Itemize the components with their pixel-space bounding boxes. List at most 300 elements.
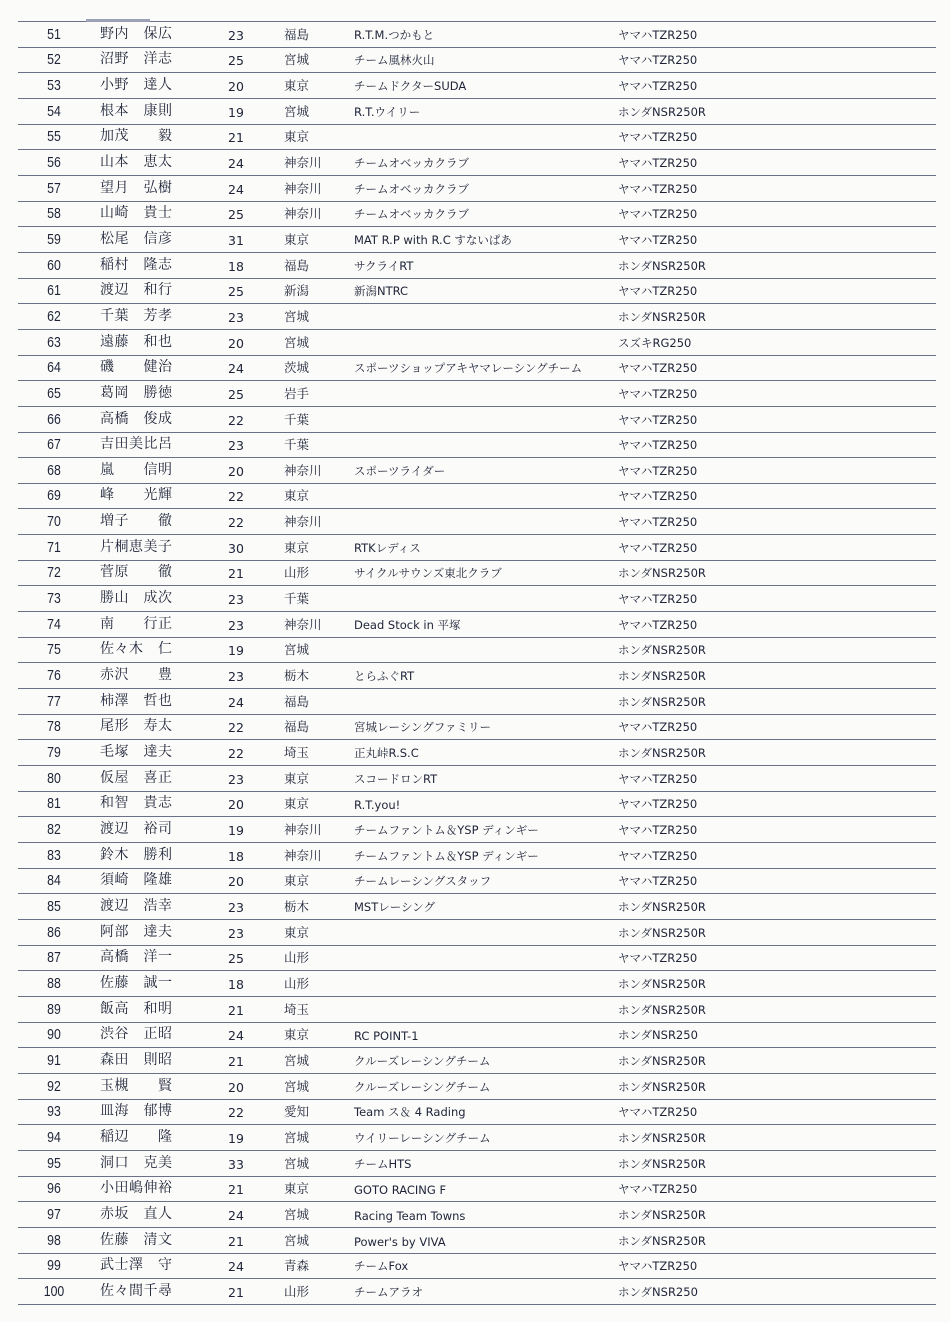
table-row — [18, 1074, 936, 1100]
team-name: Dead Stock in 平塚 — [354, 617, 461, 632]
table-row — [18, 612, 936, 638]
prefecture: 東京 — [284, 77, 310, 93]
table-row — [18, 433, 936, 459]
prefecture: 神奈川 — [284, 462, 322, 478]
team-name: スコードロンRT — [354, 771, 438, 786]
entry-number: 72 — [47, 564, 61, 582]
rider-age: 22 — [228, 746, 244, 762]
team-name: GOTO RACING F — [354, 1183, 447, 1198]
team-name: スポーツライダー — [354, 463, 446, 478]
rider-age: 21 — [228, 1182, 244, 1198]
prefecture: 東京 — [284, 488, 310, 504]
rider-name: 勝山 成次 — [100, 590, 173, 607]
entry-number: 86 — [47, 923, 61, 941]
rider-age: 19 — [228, 823, 244, 838]
entry-number: 57 — [47, 179, 61, 197]
table-row — [18, 1202, 936, 1228]
table-row — [18, 356, 936, 382]
prefecture: 神奈川 — [284, 847, 322, 863]
entry-number: 56 — [47, 153, 61, 171]
rider-name: 稲村 隆志 — [100, 256, 173, 273]
prefecture: 千葉 — [284, 591, 310, 607]
machine: ヤマハTZR250 — [618, 515, 698, 530]
rider-age: 23 — [228, 771, 244, 787]
prefecture: 宮城 — [284, 1052, 310, 1068]
rider-age: 21 — [228, 1053, 244, 1069]
rider-age: 20 — [228, 797, 244, 813]
rider-name: 赤坂 直人 — [100, 1205, 173, 1222]
table-row — [18, 484, 936, 510]
team-name: R.T.M.つかもと — [354, 27, 435, 42]
team-name: 新潟NTRC — [354, 284, 409, 299]
team-name: MAT R.P with R.C すないぱあ — [354, 232, 512, 247]
prefecture: 東京 — [284, 231, 310, 247]
entry-number: 55 — [47, 128, 61, 146]
entry-number: 54 — [47, 102, 61, 120]
rider-age: 22 — [228, 489, 244, 505]
rider-age: 23 — [228, 925, 244, 941]
machine: ヤマハTZR250 — [618, 78, 698, 93]
entry-number: 51 — [47, 25, 61, 43]
entry-number: 100 — [43, 1282, 65, 1300]
rider-name: 吉田美比呂 — [100, 436, 173, 453]
team-name: サイクルサウンズ東北クラブ — [354, 566, 502, 581]
rider-name: 磯 健治 — [100, 359, 173, 376]
table-row — [18, 561, 936, 587]
rider-name: 沼野 洋志 — [100, 51, 173, 68]
prefecture: 千葉 — [284, 437, 310, 453]
entry-number: 79 — [47, 744, 61, 762]
machine: ホンダNSR250R — [618, 1130, 706, 1145]
table-row — [18, 894, 936, 920]
rider-name: 武士澤 守 — [100, 1257, 173, 1274]
rider-name: 渋谷 正昭 — [100, 1026, 173, 1043]
entry-list — [18, 22, 936, 1305]
machine: ヤマハTZR250 — [618, 797, 698, 812]
prefecture: 宮城 — [284, 642, 310, 658]
rider-name: 葛岡 勝徳 — [100, 384, 173, 401]
rider-name: 根本 康則 — [100, 102, 173, 119]
rider-age: 21 — [228, 566, 244, 582]
rider-age: 19 — [228, 104, 244, 120]
rider-name: 皿海 郁博 — [100, 1103, 173, 1120]
prefecture: 福島 — [284, 257, 310, 273]
rider-age: 23 — [228, 592, 244, 608]
team-name: サクライRT — [354, 258, 414, 273]
rider-age: 24 — [228, 1028, 244, 1044]
table-row — [18, 971, 936, 997]
table-row — [18, 304, 936, 330]
machine: ヤマハTZR250 — [618, 181, 698, 196]
machine: ヤマハTZR250 — [618, 232, 698, 247]
entry-number: 81 — [47, 795, 61, 813]
machine: ヤマハTZR250 — [618, 207, 698, 222]
prefecture: 栃木 — [284, 668, 310, 684]
prefecture: 福島 — [284, 719, 310, 735]
table-row — [18, 586, 936, 612]
entry-number: 85 — [47, 897, 61, 915]
table-row — [18, 227, 936, 253]
machine: ホンダNSR250R — [618, 1053, 706, 1068]
rider-age: 23 — [228, 309, 244, 325]
rider-name: 佐々間千尋 — [100, 1282, 173, 1299]
machine: ヤマハTZR250 — [618, 771, 698, 786]
rider-name: 毛塚 達夫 — [100, 744, 173, 761]
rider-age: 30 — [228, 540, 244, 556]
rider-age: 21 — [228, 1233, 244, 1249]
machine: ホンダNSR250R — [618, 669, 706, 684]
entry-number: 61 — [47, 282, 61, 300]
rider-name: 柿澤 哲也 — [100, 692, 173, 709]
rider-age: 18 — [228, 848, 244, 864]
rider-name: 佐々木 仁 — [100, 641, 173, 658]
entry-number: 78 — [47, 718, 61, 736]
prefecture: 埼玉 — [284, 1001, 310, 1017]
machine: ヤマハTZR250 — [618, 874, 698, 889]
rider-name: 仮屋 喜正 — [100, 769, 173, 786]
rider-age: 21 — [228, 1002, 244, 1018]
entry-number: 52 — [47, 51, 61, 69]
rider-age: 19 — [228, 1130, 244, 1146]
entry-number: 77 — [47, 692, 61, 710]
machine: ヤマハTZR250 — [618, 155, 698, 170]
table-row — [18, 792, 936, 818]
rider-name: 菅原 徹 — [100, 564, 173, 581]
rider-name: 片桐恵美子 — [100, 538, 173, 555]
rider-name: 山崎 貴士 — [100, 205, 173, 222]
rider-age: 25 — [228, 951, 244, 967]
machine: ヤマハTZR250 — [618, 540, 698, 555]
entry-number: 88 — [47, 974, 61, 992]
table-row — [18, 1023, 936, 1049]
prefecture: 福島 — [284, 693, 310, 709]
prefecture: 福島 — [284, 26, 310, 42]
rider-name: 嵐 信明 — [100, 461, 173, 478]
table-row — [18, 1151, 936, 1177]
prefecture: 神奈川 — [284, 154, 322, 170]
prefecture: 宮城 — [284, 308, 310, 324]
rider-name: 加茂 毅 — [100, 128, 173, 145]
entry-number: 63 — [47, 333, 61, 351]
entry-number: 68 — [47, 461, 61, 479]
rider-age: 22 — [228, 720, 244, 736]
table-row — [18, 330, 936, 356]
table-row — [18, 715, 936, 741]
rider-name: 鈴木 勝利 — [100, 846, 173, 863]
rider-name: 増子 徹 — [100, 513, 173, 530]
team-name: Power's by VIVA — [354, 1234, 446, 1249]
rider-age: 20 — [228, 335, 244, 351]
machine: ホンダNSR250R — [618, 1079, 706, 1094]
machine: ヤマハTZR250 — [618, 617, 698, 632]
team-name: R.T.ウイリー — [354, 104, 421, 119]
entry-number: 90 — [47, 1026, 61, 1044]
rider-name: 佐藤 誠一 — [100, 974, 173, 991]
team-name: チームHTS — [354, 1156, 412, 1171]
prefecture: 宮城 — [284, 52, 310, 68]
machine: ヤマハTZR250 — [618, 1259, 698, 1274]
rider-age: 25 — [228, 207, 244, 223]
rider-age: 22 — [228, 515, 244, 531]
prefecture: 東京 — [284, 796, 310, 812]
machine: ヤマハTZR250 — [618, 386, 698, 401]
table-row — [18, 817, 936, 843]
prefecture: 茨城 — [284, 360, 310, 376]
rider-name: 小田嶋伸裕 — [100, 1180, 173, 1197]
table-row — [18, 1279, 936, 1305]
table-row — [18, 843, 936, 869]
prefecture: 新潟 — [284, 283, 310, 299]
rider-name: 南 行正 — [100, 615, 173, 632]
rider-name: 玉槻 賢 — [100, 1077, 173, 1094]
machine: ホンダNSR250R — [618, 309, 706, 324]
rider-age: 24 — [228, 361, 244, 377]
prefecture: 栃木 — [284, 898, 310, 914]
table-row — [18, 638, 936, 664]
rider-age: 23 — [228, 669, 244, 685]
machine: ヤマハTZR250 — [618, 1105, 698, 1120]
table-row — [18, 1125, 936, 1151]
prefecture: 青森 — [284, 1258, 310, 1274]
table-row — [18, 1048, 936, 1074]
rider-name: 松尾 信彦 — [100, 230, 173, 247]
prefecture: 東京 — [284, 924, 310, 940]
entry-number: 74 — [47, 615, 61, 633]
team-name: スポーツショップアキヤマレーシングチーム — [354, 361, 583, 376]
rider-age: 18 — [228, 976, 244, 992]
team-name: ウイリーレーシングチーム — [354, 1130, 491, 1145]
machine: スズキRG250 — [618, 335, 692, 350]
entry-number: 53 — [47, 76, 61, 94]
team-name: クルーズレーシングチーム — [354, 1053, 491, 1068]
rider-name: 高橋 洋一 — [100, 949, 173, 966]
team-name: Team ス＆ 4 Rading — [354, 1105, 466, 1120]
machine: ヤマハTZR250 — [618, 720, 698, 735]
prefecture: 宮城 — [284, 334, 310, 350]
rider-name: 和智 貴志 — [100, 795, 173, 812]
table-row — [18, 766, 936, 792]
table-row — [18, 920, 936, 946]
rider-name: 渡辺 浩幸 — [100, 897, 173, 914]
team-name: チームドクターSUDA — [354, 78, 467, 93]
entry-number: 67 — [47, 436, 61, 454]
rider-age: 20 — [228, 78, 244, 94]
machine: ヤマハTZR250 — [618, 1182, 698, 1197]
table-row — [18, 1254, 936, 1280]
machine: ヤマハTZR250 — [618, 27, 698, 42]
machine: ホンダNSR250R — [618, 643, 706, 658]
machine: ヤマハTZR250 — [618, 951, 698, 966]
prefecture: 東京 — [284, 539, 310, 555]
rider-age: 23 — [228, 617, 244, 633]
machine: ヤマハTZR250 — [618, 463, 698, 478]
table-row — [18, 253, 936, 279]
rider-age: 25 — [228, 53, 244, 69]
team-name: チームオベッカクラブ — [354, 207, 469, 222]
rider-name: 高橋 俊成 — [100, 410, 173, 427]
prefecture: 山形 — [284, 1283, 310, 1299]
table-row — [18, 176, 936, 202]
machine: ホンダNSR250R — [618, 1002, 706, 1017]
entry-number: 58 — [47, 205, 61, 223]
rider-name: 野内 保広 — [100, 25, 173, 42]
team-name: チームファントム＆YSP ディンギー — [354, 823, 539, 837]
rider-name: 稲辺 隆 — [100, 1128, 173, 1145]
rider-name: 峰 光輝 — [100, 487, 173, 504]
prefecture: 東京 — [284, 1181, 310, 1197]
rider-age: 21 — [228, 130, 244, 146]
rider-age: 24 — [228, 155, 244, 171]
machine: ヤマハTZR250 — [618, 848, 698, 863]
entry-number: 75 — [47, 641, 61, 659]
machine: ホンダNSR250 — [618, 1028, 698, 1043]
rider-age: 21 — [228, 1284, 244, 1300]
entry-number: 64 — [47, 359, 61, 377]
rider-age: 23 — [228, 27, 244, 43]
machine: ホンダNSR250R — [618, 1207, 706, 1222]
rider-name: 森田 則昭 — [100, 1051, 173, 1068]
rider-age: 24 — [228, 694, 244, 710]
machine: ヤマハTZR250 — [618, 284, 698, 299]
team-name: チームアラオ — [354, 1284, 423, 1299]
rider-name: 望月 弘樹 — [100, 179, 173, 196]
team-name: RC POINT-1 — [354, 1029, 419, 1044]
prefecture: 埼玉 — [284, 745, 310, 761]
machine: ホンダNSR250R — [618, 566, 706, 581]
table-row — [18, 99, 936, 125]
prefecture: 岩手 — [284, 385, 310, 401]
table-row — [18, 740, 936, 766]
machine: ヤマハTZR250 — [618, 592, 698, 607]
prefecture: 神奈川 — [284, 616, 322, 632]
team-name: クルーズレーシングチーム — [354, 1079, 491, 1094]
table-row — [18, 22, 936, 48]
table-row — [18, 535, 936, 561]
entry-number: 99 — [47, 1257, 61, 1275]
rider-age: 25 — [228, 284, 244, 300]
table-row — [18, 509, 936, 535]
entry-number: 71 — [47, 538, 61, 556]
entry-number: 82 — [47, 821, 61, 838]
entry-number: 95 — [47, 1154, 61, 1172]
table-row — [18, 407, 936, 433]
rider-age: 18 — [228, 258, 244, 274]
machine: ホンダNSR250 — [618, 1284, 698, 1299]
rider-age: 22 — [228, 1105, 244, 1121]
rider-age: 23 — [228, 438, 244, 454]
entry-number: 83 — [47, 846, 61, 864]
machine: ヤマハTZR250 — [618, 438, 698, 453]
table-row — [18, 48, 936, 74]
prefecture: 山形 — [284, 565, 310, 581]
team-name: チームレーシングスタッフ — [354, 874, 492, 889]
team-name: チームオベッカクラブ — [354, 181, 469, 196]
machine: ヤマハTZR250 — [618, 412, 698, 427]
table-row — [18, 663, 936, 689]
rider-name: 赤沢 豊 — [100, 667, 173, 684]
team-name: Racing Team Towns — [354, 1208, 466, 1223]
entry-number: 89 — [47, 1000, 61, 1018]
prefecture: 宮城 — [284, 1232, 310, 1248]
entry-number: 94 — [47, 1128, 61, 1146]
machine: ヤマハTZR250 — [618, 489, 698, 504]
rider-name: 飯高 和明 — [100, 1000, 173, 1017]
rider-name: 渡辺 裕司 — [100, 821, 173, 837]
entry-number: 97 — [47, 1205, 61, 1223]
prefecture: 千葉 — [284, 411, 310, 427]
machine: ヤマハTZR250 — [618, 130, 698, 145]
entry-number: 69 — [47, 487, 61, 505]
rider-age: 22 — [228, 412, 244, 428]
table-row — [18, 689, 936, 715]
rider-name: 尾形 寿太 — [100, 718, 173, 735]
rider-age: 24 — [228, 1207, 244, 1223]
entry-number: 60 — [47, 256, 61, 274]
machine: ホンダNSR250R — [618, 1233, 706, 1248]
rider-name: 須崎 隆雄 — [100, 872, 173, 889]
machine: ホンダNSR250R — [618, 104, 706, 119]
rider-name: 渡辺 和行 — [100, 282, 173, 299]
machine: ホンダNSR250R — [618, 899, 706, 914]
rider-age: 20 — [228, 874, 244, 890]
entry-number: 87 — [47, 949, 61, 967]
entry-number: 66 — [47, 410, 61, 428]
prefecture: 神奈川 — [284, 180, 322, 196]
rider-name: 千葉 芳孝 — [100, 307, 173, 324]
rider-name: 阿部 達夫 — [100, 923, 173, 940]
prefecture: 宮城 — [284, 1206, 310, 1222]
prefecture: 東京 — [284, 770, 310, 786]
rider-age: 33 — [228, 1156, 244, 1172]
team-name: 宮城レーシングファミリー — [354, 720, 492, 735]
machine: ヤマハTZR250 — [618, 53, 698, 68]
table-row — [18, 279, 936, 305]
entry-number: 80 — [47, 769, 61, 787]
entry-number: 93 — [47, 1103, 61, 1121]
team-name: チームオベッカクラブ — [354, 155, 469, 170]
team-name: チームFox — [354, 1259, 409, 1274]
table-row — [18, 997, 936, 1023]
table-row — [18, 1228, 936, 1254]
machine: ホンダNSR250R — [618, 746, 706, 761]
prefecture: 神奈川 — [284, 514, 322, 530]
entry-number: 96 — [47, 1180, 61, 1198]
rider-age: 20 — [228, 1079, 244, 1095]
rider-age: 23 — [228, 899, 244, 915]
entry-number: 59 — [47, 230, 61, 248]
prefecture: 宮城 — [284, 103, 310, 119]
table-row — [18, 125, 936, 151]
table-row — [18, 150, 936, 176]
prefecture: 東京 — [284, 129, 310, 145]
rider-age: 25 — [228, 386, 244, 402]
rider-age: 24 — [228, 181, 244, 197]
team-name: RTKレディス — [354, 540, 421, 555]
prefecture: 宮城 — [284, 1078, 310, 1094]
prefecture: 神奈川 — [284, 822, 322, 837]
table-row — [18, 73, 936, 99]
team-name: とらふぐRT — [354, 669, 415, 684]
prefecture: 宮城 — [284, 1155, 310, 1171]
rider-age: 31 — [228, 232, 244, 248]
team-name: MSTレーシング — [354, 899, 435, 914]
machine: ホンダNSR250R — [618, 925, 706, 940]
rider-age: 20 — [228, 463, 244, 479]
rider-name: 佐藤 清文 — [100, 1231, 173, 1248]
entry-number: 62 — [47, 307, 61, 325]
rider-name: 小野 達人 — [100, 76, 173, 93]
entry-number: 65 — [47, 384, 61, 402]
